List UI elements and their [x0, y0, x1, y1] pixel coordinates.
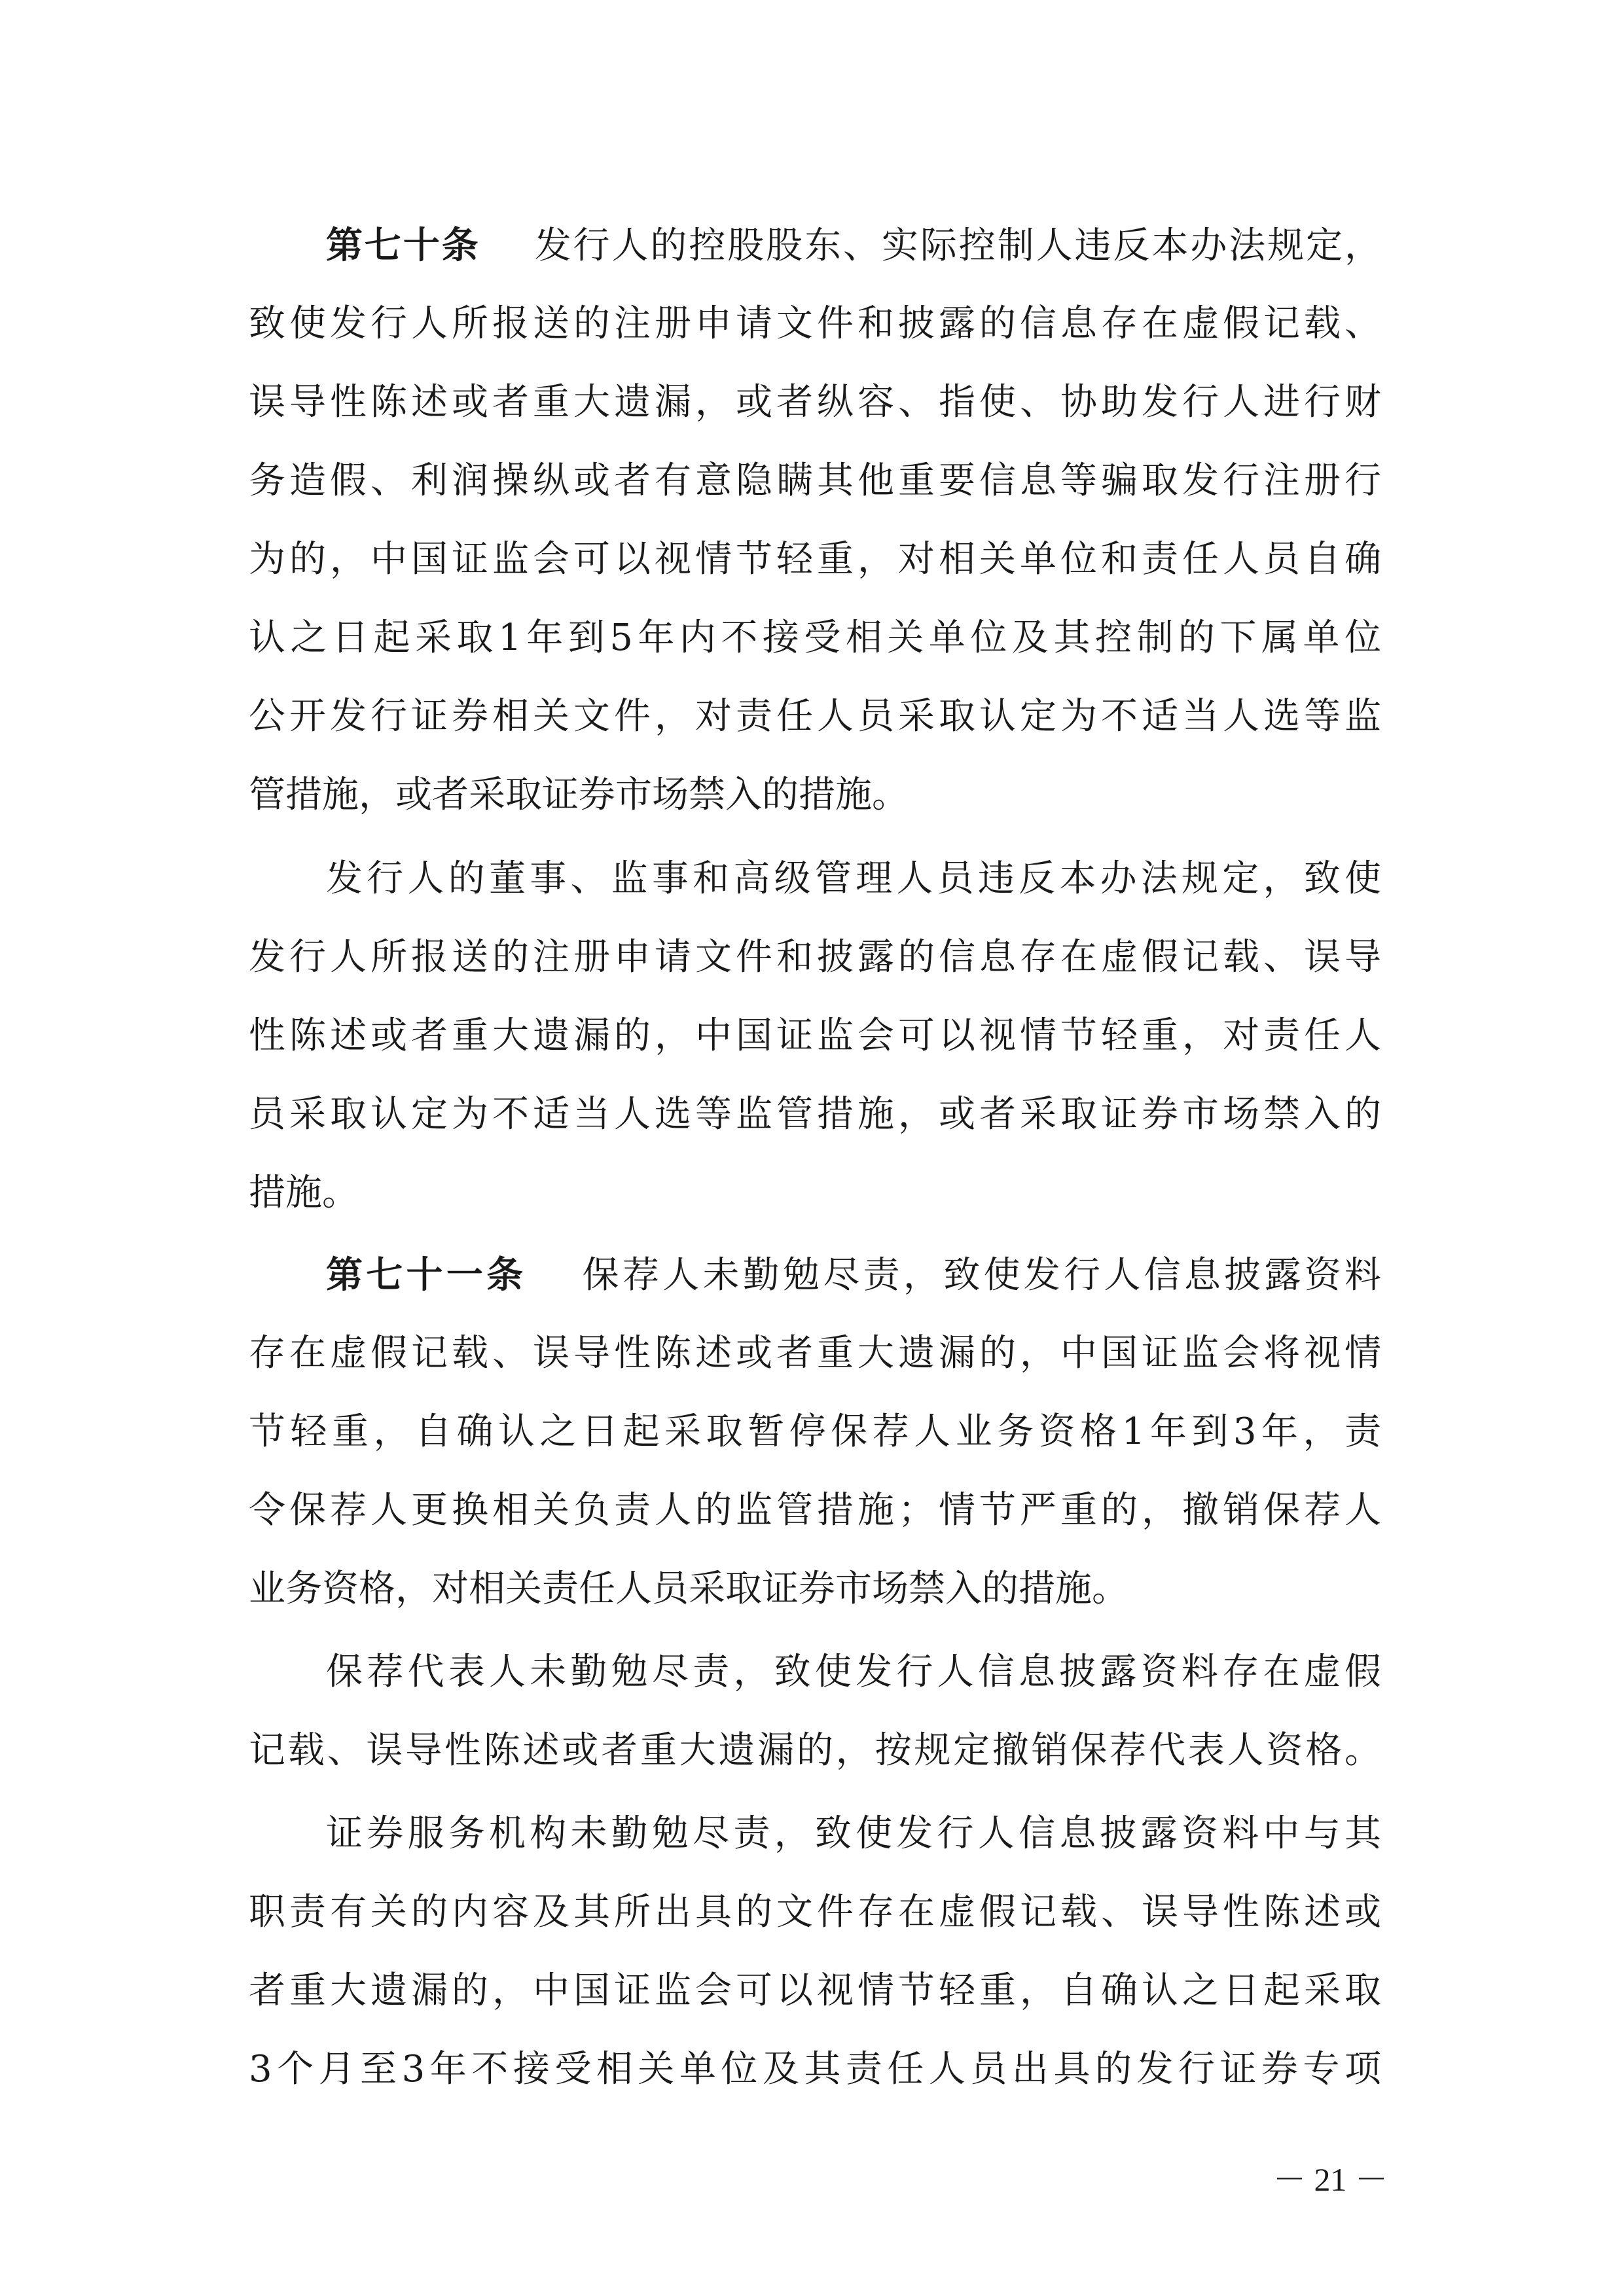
text-line: [326, 1236, 1381, 1314]
text-line: 3个月至3年不接受相关单位及其责任人员出具的发行证券专项: [249, 2048, 1381, 2090]
page-number: － 21 －: [1273, 2161, 1388, 2198]
article-heading: 第七十条: [326, 224, 480, 267]
text-line: 性陈述或者重大遗漏的，中国证监会可以视情节轻重，对责任人: [249, 1014, 1381, 1057]
text-line: 令保荐人更换相关负责人的监管措施；情节严重的，撤销保荐人: [249, 1489, 1381, 1532]
line-text: 保荐人未勤勉尽责，致使发行人信息披露资料: [579, 1254, 1382, 1297]
text-line: 节轻重，自确认之日起采取暂停保荐人业务资格1年到3年，责: [249, 1410, 1381, 1453]
text-line: 员采取认定为不适当人选等监管措施，或者采取证券市场禁入的: [249, 1093, 1381, 1136]
line-text: 发行人的控股股东、实际控制人违反本办法规定，: [532, 224, 1382, 267]
text-line: 发行人所报送的注册申请文件和披露的信息存在虚假记载、误导: [249, 936, 1381, 978]
text-line: 误导性陈述或者重大遗漏，或者纵容、指使、协助发行人进行财: [249, 381, 1381, 423]
text-line: 保荐代表人未勤勉尽责，致使发行人信息披露资料存在虚假: [326, 1651, 1381, 1693]
text-line: 业务资格，对相关责任人员采取证券市场禁入的措施。: [249, 1568, 1128, 1610]
text-line: 记载、误导性陈述或者重大遗漏的，按规定撤销保荐代表人资格。: [249, 1729, 1381, 1772]
text-line: 致使发行人所报送的注册申请文件和披露的信息存在虚假记载、: [249, 302, 1381, 345]
text-line: 发行人的董事、监事和高级管理人员违反本办法规定，致使: [326, 857, 1381, 900]
text-line: 管措施，或者采取证券市场禁入的措施。: [249, 774, 909, 816]
text-line: 认之日起采取1年到5年内不接受相关单位及其控制的下属单位: [249, 617, 1381, 659]
text-line: [326, 206, 1381, 285]
text-line: 为的，中国证监会可以视情节轻重，对相关单位和责任人员自确: [249, 538, 1381, 581]
text-line: 公开发行证券相关文件，对责任人员采取认定为不适当人选等监: [249, 695, 1381, 738]
text-line: 存在虚假记载、误导性陈述或者重大遗漏的，中国证监会将视情: [249, 1332, 1381, 1374]
text-line: 务造假、利润操纵或者有意隐瞒其他重要信息等骗取发行注册行: [249, 459, 1381, 502]
text-line: 者重大遗漏的，中国证监会可以视情节轻重，自确认之日起采取: [249, 1969, 1381, 2012]
article-heading: 第七十一条: [326, 1253, 527, 1297]
text-line: 证券服务机构未勤勉尽责，致使发行人信息披露资料中与其: [326, 1812, 1381, 1855]
text-line: 职责有关的内容及其所出具的文件存在虚假记载、误导性陈述或: [249, 1891, 1381, 1933]
text-line: 措施。: [249, 1172, 359, 1214]
